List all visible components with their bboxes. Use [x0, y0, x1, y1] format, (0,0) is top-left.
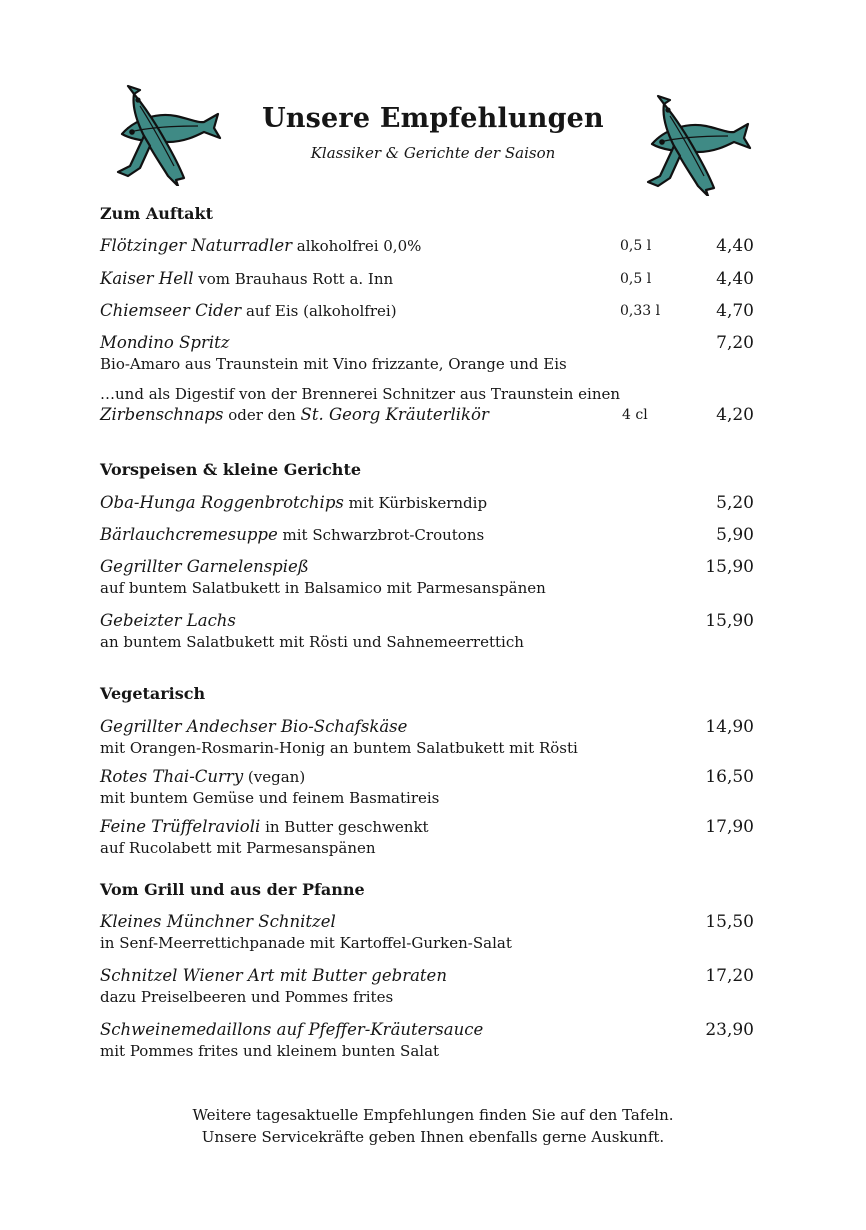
item-quantity: 0,33 l	[620, 303, 661, 319]
item-extra: mit Schwarzbrot-Croutons	[277, 526, 485, 544]
section-vorspeisen	[100, 459, 754, 652]
item-price: 23,90	[705, 1020, 754, 1040]
item-name: Chiemseer Cider	[100, 301, 242, 320]
item-name: Kaiser Hell	[100, 269, 194, 288]
item-price: 4,20	[716, 405, 754, 425]
item-name: Zirbenschnaps	[100, 405, 224, 424]
item-quantity: 0,5 l	[620, 238, 652, 254]
item-description: mit buntem Gemüse und feinem Basmatireis	[100, 789, 440, 807]
item-price: 15,90	[705, 557, 754, 577]
item-description: auf Rucolabett mit Parmesanspänen	[100, 839, 376, 857]
menu-item	[100, 1019, 754, 1061]
item-name: Feine Trüffelravioli	[100, 817, 261, 836]
item-price: 15,90	[705, 611, 754, 631]
item-quantity: 0,5 l	[620, 271, 652, 287]
item-description: Bio-Amaro aus Traunstein mit Vino frizzante, Orange und Eis	[100, 355, 567, 373]
item-name: Rotes Thai-Curry	[100, 767, 244, 786]
menu-item	[100, 524, 754, 546]
section-title: Vorspeisen & kleine Gerichte	[100, 460, 362, 479]
menu-item	[100, 716, 754, 758]
item-extra: vom Brauhaus Rott a. Inn	[193, 270, 394, 288]
item-intro: …und als Digestif von der Brennerei Schnitzer aus Traunstein einen	[100, 385, 621, 403]
menu-item	[100, 384, 754, 426]
menu-item	[100, 556, 754, 598]
item-name: Flötzinger Naturradler	[100, 236, 292, 255]
item-price: 4,40	[716, 269, 754, 289]
item-name: Schweinemedaillons auf Pfeffer-Kräutersauce	[100, 1020, 484, 1039]
menu-item	[100, 268, 754, 290]
item-price: 4,40	[716, 236, 754, 256]
item-price: 15,50	[705, 912, 754, 932]
item-name-secondary: St. Georg Kräuterlikör	[300, 405, 489, 424]
item-description: auf buntem Salatbukett in Balsamico mit Parmesanspänen	[100, 579, 546, 597]
section-zum-auftakt	[100, 203, 754, 426]
section-title: Zum Auftakt	[100, 204, 213, 223]
item-name: Kleines Münchner Schnitzel	[100, 912, 336, 931]
page-title: Unsere Empfehlungen	[262, 103, 604, 134]
item-name: Oba-Hunga Roggenbrotchips	[100, 493, 344, 512]
item-name: Bärlauchcremesuppe	[100, 525, 278, 544]
item-extra: auf Eis (alkoholfrei)	[241, 302, 397, 320]
item-description: mit Pommes frites und kleinem bunten Salat	[100, 1042, 440, 1060]
item-extra: oder den	[223, 406, 301, 424]
menu-item	[100, 965, 754, 1007]
item-name: Schnitzel Wiener Art mit Butter gebraten	[100, 966, 447, 985]
menu-item	[100, 492, 754, 514]
item-price: 14,90	[705, 717, 754, 737]
footer-line: Weitere tagesaktuelle Empfehlungen finden Sie auf den Tafeln.	[192, 1106, 674, 1124]
item-price: 17,90	[705, 817, 754, 837]
item-description: dazu Preiselbeeren und Pommes frites	[100, 988, 394, 1006]
item-description: an buntem Salatbukett mit Rösti und Sahnemeerrettich	[100, 633, 524, 651]
menu-item	[100, 332, 754, 374]
menu-item	[100, 300, 754, 322]
item-extra: alkoholfrei 0,0%	[291, 237, 422, 255]
item-extra: in Butter geschwenkt	[260, 818, 429, 836]
menu-item	[100, 816, 754, 858]
menu-item	[100, 235, 754, 257]
item-price: 17,20	[705, 966, 754, 986]
item-quantity: 4 cl	[622, 407, 648, 423]
item-extra: (vegan)	[243, 768, 306, 786]
item-name: Gegrillter Garnelenspieß	[100, 557, 309, 576]
item-name: Gegrillter Andechser Bio-Schafskäse	[100, 717, 408, 736]
menu-item	[100, 610, 754, 652]
item-price: 5,90	[716, 525, 754, 545]
item-extra: mit Kürbiskerndip	[343, 494, 488, 512]
section-vegetarisch	[100, 683, 754, 858]
item-price: 5,20	[716, 493, 754, 513]
section-title: Vom Grill und aus der Pfanne	[100, 880, 365, 899]
section-title: Vegetarisch	[100, 684, 206, 703]
footer-line: Unsere Servicekräfte geben Ihnen ebenfalls gerne Auskunft.	[201, 1128, 665, 1146]
footer-note	[100, 1104, 766, 1148]
menu-item	[100, 766, 754, 808]
menu-item	[100, 911, 754, 953]
item-description: mit Orangen-Rosmarin-Honig an buntem Salatbukett mit Rösti	[100, 739, 578, 757]
item-description: in Senf-Meerrettichpanade mit Kartoffel-Gurken-Salat	[100, 934, 512, 952]
item-name: Mondino Spritz	[100, 333, 230, 352]
section-vom-grill	[100, 879, 754, 1061]
item-name: Gebeizter Lachs	[100, 611, 236, 630]
item-price: 7,20	[716, 333, 754, 353]
item-price: 4,70	[716, 301, 754, 321]
page-subtitle: Klassiker & Gerichte der Saison	[310, 144, 556, 162]
item-price: 16,50	[705, 767, 754, 787]
